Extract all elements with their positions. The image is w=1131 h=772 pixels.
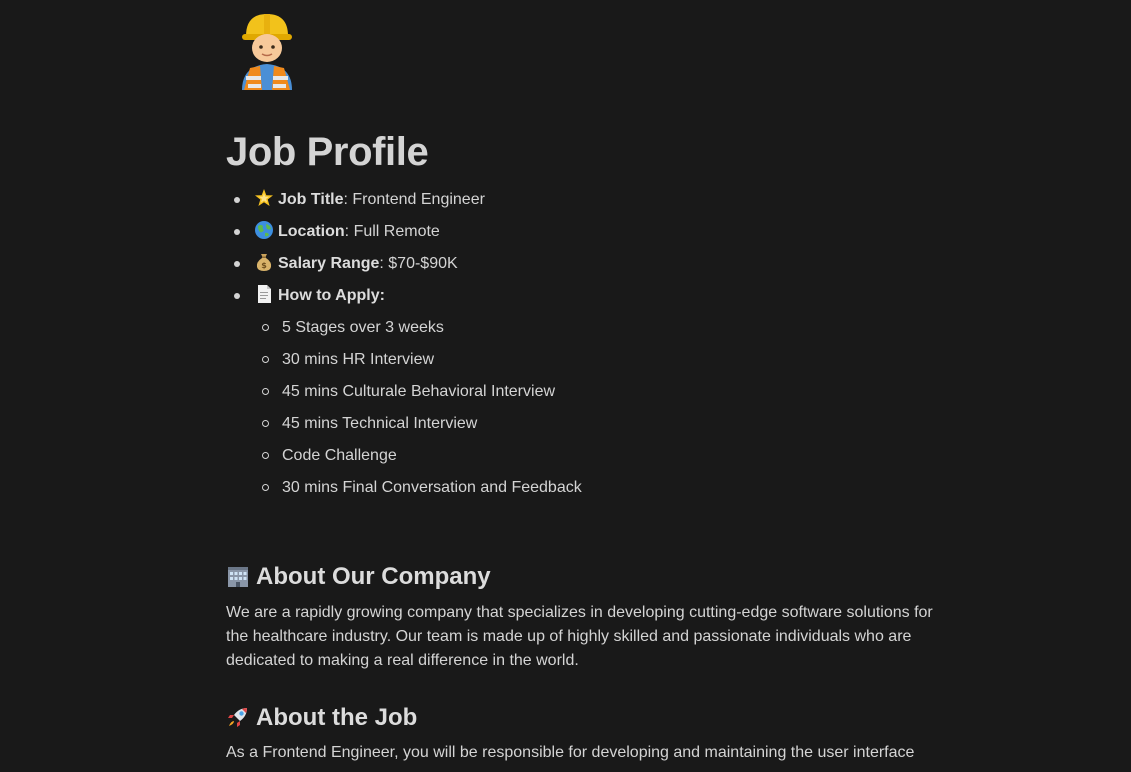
office-building-icon — [226, 564, 250, 588]
rocket-icon — [226, 705, 250, 729]
circle-bullet-icon — [262, 484, 269, 491]
how-to-apply-label: How to Apply: — [278, 287, 385, 304]
circle-bullet-icon — [262, 420, 269, 427]
salary-range-label: Salary Range — [278, 255, 380, 272]
circle-bullet-icon — [262, 324, 269, 331]
list-item[interactable] — [256, 344, 582, 376]
list-item[interactable] — [256, 472, 582, 504]
list-item[interactable] — [256, 440, 582, 472]
money-bag-icon — [254, 252, 274, 272]
list-item-how-to-apply[interactable] — [226, 280, 485, 312]
list-item-salary-range[interactable] — [226, 248, 485, 280]
job-title-label: Job Title — [278, 191, 344, 208]
globe-icon — [254, 220, 274, 240]
about-job-heading-text: About the Job — [256, 704, 418, 731]
circle-bullet-icon — [262, 356, 269, 363]
svg-text:$: $ — [261, 261, 267, 270]
circle-bullet-icon — [262, 388, 269, 395]
about-job-paragraph[interactable]: As a Frontend Engineer, you will be responsible for developing and maintaining the user interface — [226, 744, 915, 761]
list-item-job-title[interactable] — [226, 184, 485, 216]
step-text: 45 mins Culturale Behavioral Interview — [282, 383, 556, 400]
bullet-icon — [234, 261, 240, 267]
about-company-paragraph[interactable]: We are a rapidly growing company that specializes in developing cutting-edge software solutions for the healthcare industry. Our team is made up of highly skilled and passionate individuals who are dedicated to making a real difference in the world. — [226, 604, 933, 669]
construction-worker-icon[interactable] — [236, 10, 298, 90]
list-item[interactable] — [256, 376, 582, 408]
apply-steps-list — [256, 312, 582, 504]
list-item[interactable] — [256, 312, 582, 344]
location-value: : Full Remote — [344, 223, 440, 240]
about-company-heading[interactable] — [226, 562, 491, 592]
step-text: 5 Stages over 3 weeks — [282, 319, 444, 336]
circle-bullet-icon — [262, 452, 269, 459]
glowing-star-icon — [254, 188, 274, 208]
list-item-location[interactable] — [226, 216, 485, 248]
step-text: 30 mins HR Interview — [282, 351, 435, 368]
bullet-icon — [234, 229, 240, 235]
document-icon — [254, 284, 274, 304]
bullet-icon — [234, 197, 240, 203]
job-title-value: : Frontend Engineer — [343, 191, 485, 208]
step-text: 30 mins Final Conversation and Feedback — [282, 479, 582, 496]
location-label: Location — [278, 223, 345, 240]
salary-range-value: : $70-$90K — [379, 255, 458, 272]
bullet-icon — [234, 293, 240, 299]
about-company-heading-text: About Our Company — [256, 563, 491, 590]
about-job-heading[interactable] — [226, 703, 417, 733]
step-text: Code Challenge — [282, 447, 397, 464]
step-text: 45 mins Technical Interview — [282, 415, 478, 432]
page-title[interactable]: Job Profile — [226, 130, 429, 174]
list-item[interactable] — [256, 408, 582, 440]
job-details-list — [226, 184, 485, 312]
